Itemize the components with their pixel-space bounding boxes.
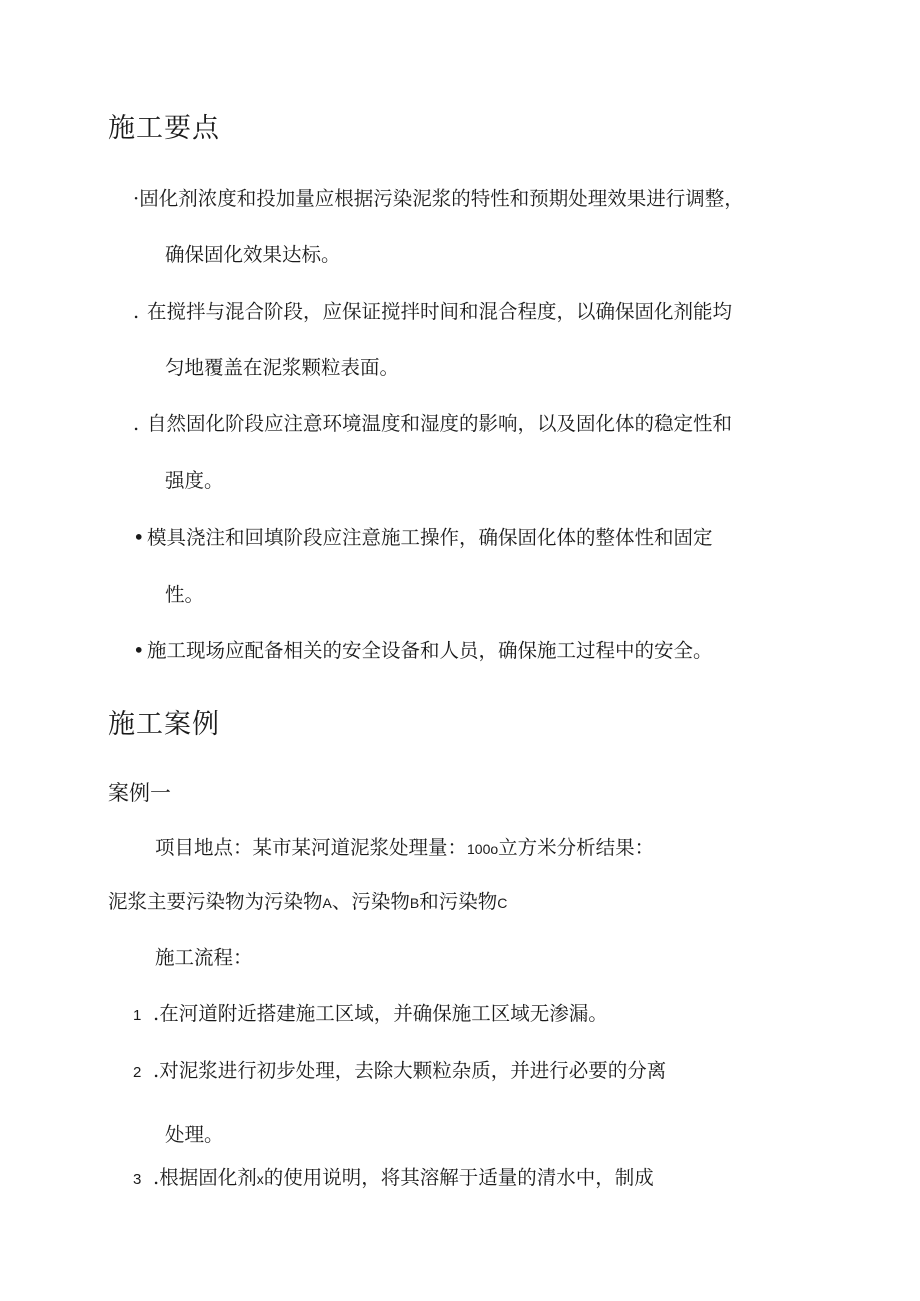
bullet-marker: . <box>133 300 140 323</box>
step-text-end: 的使用说明，将其溶解于适量的清水中，制成 <box>263 1166 654 1189</box>
case-title: 案例一 <box>108 781 171 805</box>
list-item <box>133 408 732 436</box>
step-number: 2 <box>133 1064 142 1081</box>
list-item-text: 施工现场应配备相关的安全设备和人员，确保施工过程中的安全。 <box>147 639 713 662</box>
section-heading-construction-cases: 施工案例 <box>108 709 220 740</box>
step-text: .根据固化剂 <box>153 1166 257 1189</box>
pollutants-text: 和污染物 <box>419 890 498 913</box>
process-step <box>133 1055 666 1083</box>
project-info-text-end: 立方米分析结果： <box>498 836 655 859</box>
process-title: 施工流程： <box>155 946 253 969</box>
list-item-text: 固化剂浓度和投加量应根据污染泥浆的特性和预期处理效果进行调整， <box>139 187 744 210</box>
step-text: .在河道附近搭建施工区域，并确保施工区域无渗漏。 <box>153 1002 608 1025</box>
step-text: .对泥浆进行初步处理，去除大颗粒杂质，并进行必要的分离 <box>153 1059 667 1082</box>
list-item-text: 在搅拌与混合阶段，应保证搅拌时间和混合程度，以确保固化剂能均 <box>147 300 733 323</box>
list-item-continuation: 强度。 <box>165 469 224 492</box>
process-step-continuation: 处理。 <box>165 1123 224 1146</box>
list-item <box>133 635 713 663</box>
pollutant-label-b: B <box>409 895 420 911</box>
list-item-continuation: 匀地覆盖在泥浆颗粒表面。 <box>165 356 400 379</box>
bullet-marker: • <box>133 639 145 662</box>
list-item <box>133 296 732 324</box>
list-item <box>133 183 744 211</box>
pollutant-label-c: C <box>497 895 508 911</box>
bullet-marker: • <box>133 526 145 549</box>
volume-value: 100o <box>467 841 499 857</box>
step-number: 3 <box>133 1171 142 1188</box>
agent-label: x <box>256 1171 264 1187</box>
pollutants-text: 、污染物 <box>331 890 410 913</box>
project-info-text: 项目地点：某市某河道泥浆处理量： <box>155 836 468 859</box>
list-item-continuation: 性。 <box>165 583 205 606</box>
pollutants-text: 泥浆主要污染物为污染物 <box>108 890 323 913</box>
list-item <box>133 522 713 550</box>
bullet-marker: . <box>133 412 140 435</box>
step-number: 1 <box>133 1007 142 1024</box>
pollutants-line <box>108 886 507 914</box>
list-item-text: 自然固化阶段应注意环境温度和湿度的影响，以及固化体的稳定性和 <box>147 412 733 435</box>
section-heading-construction-points: 施工要点 <box>108 113 220 144</box>
process-step <box>133 998 608 1026</box>
list-item-continuation: 确保固化效果达标。 <box>165 243 341 266</box>
process-step <box>133 1162 654 1190</box>
project-info-line <box>155 832 654 860</box>
pollutant-label-a: A <box>322 895 332 911</box>
list-item-text: 模具浇注和回填阶段应注意施工操作，确保固化体的整体性和固定 <box>147 526 713 549</box>
bullet-marker: · <box>133 187 140 210</box>
